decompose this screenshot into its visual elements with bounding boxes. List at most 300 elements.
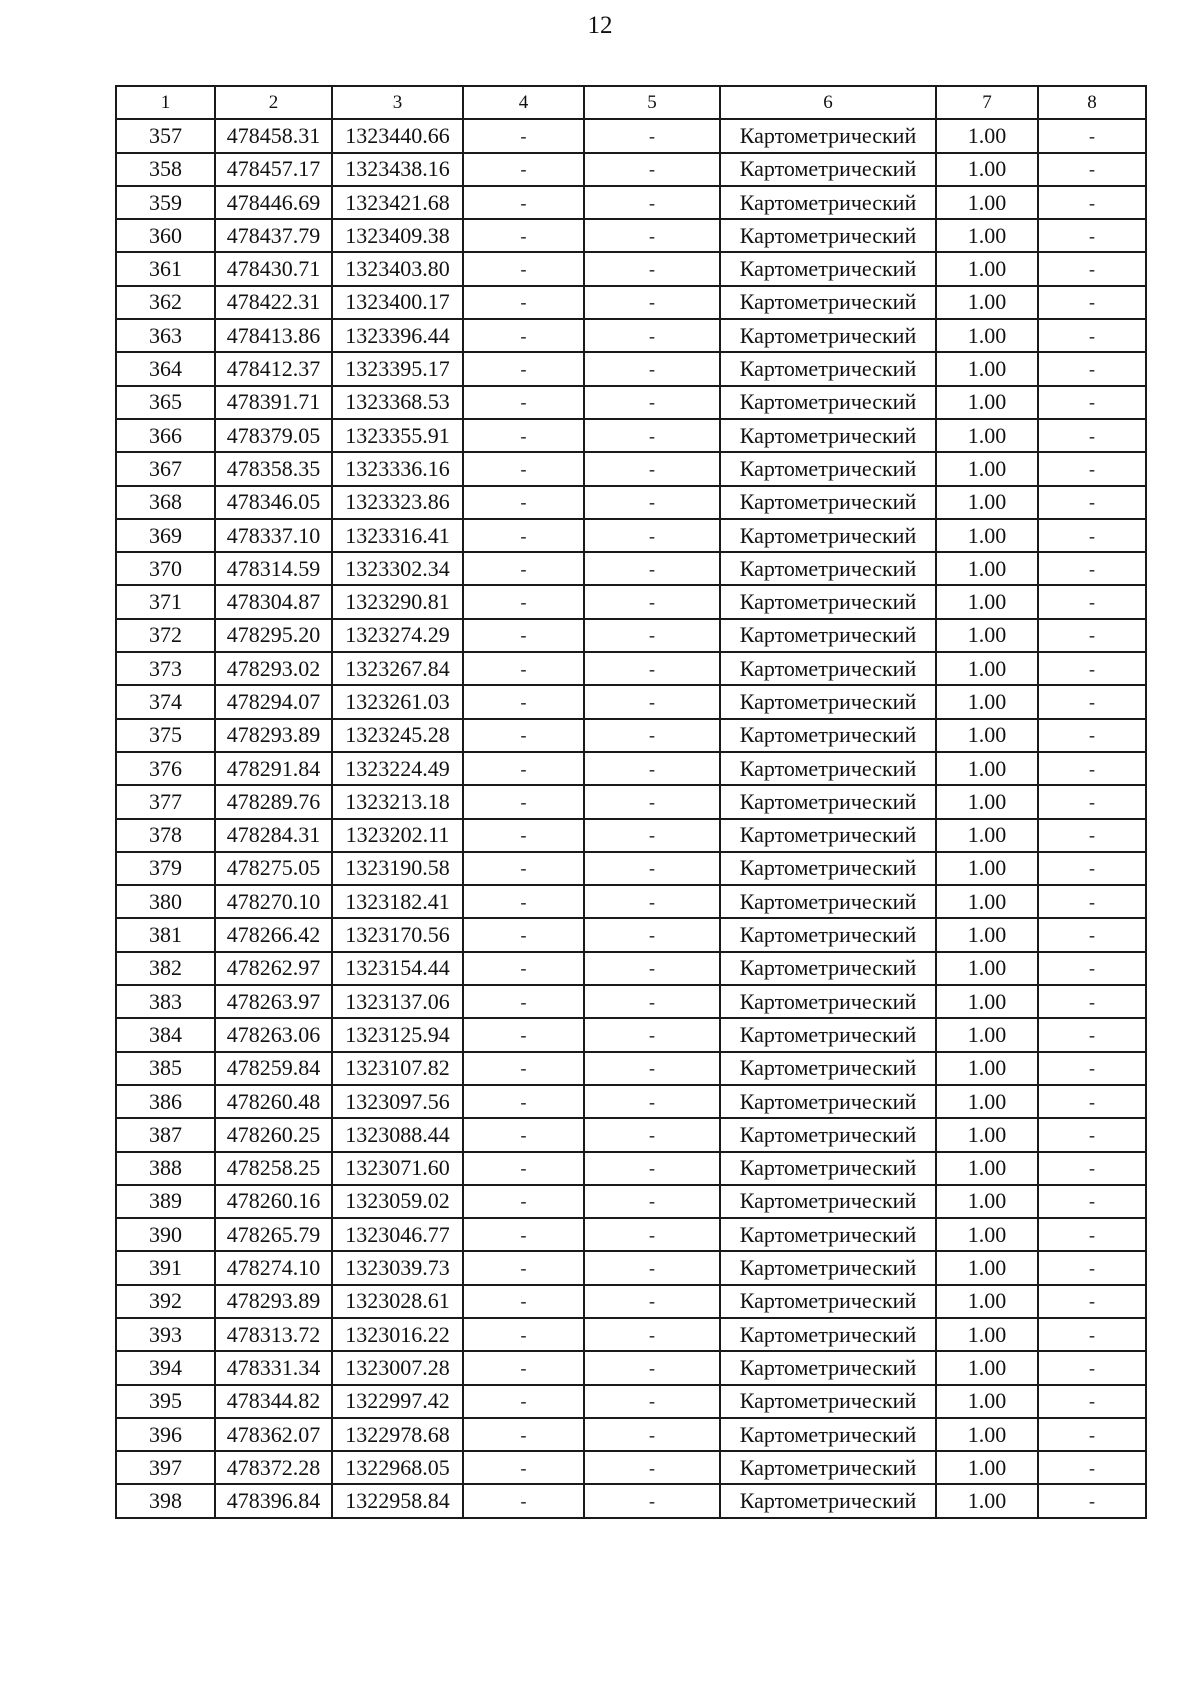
col5-value-cell: -: [584, 1285, 720, 1318]
col4-value-cell: -: [463, 1052, 584, 1085]
col5-value-cell: -: [584, 219, 720, 252]
col4-value-cell: -: [463, 119, 584, 152]
y-coordinate-cell: 1323190.58: [332, 852, 463, 885]
column-header: 1: [116, 86, 215, 119]
point-number-cell: 382: [116, 952, 215, 985]
y-coordinate-cell: 1323316.41: [332, 519, 463, 552]
col8-value-cell: -: [1038, 1351, 1146, 1384]
table-row: [116, 952, 1146, 985]
table-row: [116, 719, 1146, 752]
col5-value-cell: -: [584, 1052, 720, 1085]
method-cell: Картометрический: [720, 885, 936, 918]
col8-value-cell: -: [1038, 785, 1146, 818]
y-coordinate-cell: 1323097.56: [332, 1085, 463, 1118]
col8-value-cell: -: [1038, 419, 1146, 452]
accuracy-cell: 1.00: [936, 1018, 1038, 1051]
point-number-cell: 375: [116, 719, 215, 752]
method-cell: Картометрический: [720, 153, 936, 186]
point-number-cell: 398: [116, 1484, 215, 1517]
y-coordinate-cell: 1323224.49: [332, 752, 463, 785]
x-coordinate-cell: 478291.84: [215, 752, 332, 785]
header-row: [116, 86, 1146, 119]
col4-value-cell: -: [463, 985, 584, 1018]
x-coordinate-cell: 478337.10: [215, 519, 332, 552]
point-number-cell: 371: [116, 585, 215, 618]
accuracy-cell: 1.00: [936, 386, 1038, 419]
col4-value-cell: -: [463, 1185, 584, 1218]
y-coordinate-cell: 1323274.29: [332, 619, 463, 652]
point-number-cell: 363: [116, 319, 215, 352]
x-coordinate-cell: 478258.25: [215, 1152, 332, 1185]
x-coordinate-cell: 478458.31: [215, 119, 332, 152]
col5-value-cell: -: [584, 419, 720, 452]
y-coordinate-cell: 1323039.73: [332, 1251, 463, 1284]
x-coordinate-cell: 478413.86: [215, 319, 332, 352]
table-row: [116, 1185, 1146, 1218]
col8-value-cell: -: [1038, 652, 1146, 685]
col4-value-cell: -: [463, 685, 584, 718]
method-cell: Картометрический: [720, 752, 936, 785]
accuracy-cell: 1.00: [936, 1052, 1038, 1085]
col4-value-cell: -: [463, 652, 584, 685]
table-row: [116, 552, 1146, 585]
x-coordinate-cell: 478304.87: [215, 585, 332, 618]
accuracy-cell: 1.00: [936, 1351, 1038, 1384]
method-cell: Картометрический: [720, 1218, 936, 1251]
col4-value-cell: -: [463, 552, 584, 585]
col4-value-cell: -: [463, 585, 584, 618]
table-row: [116, 452, 1146, 485]
y-coordinate-cell: 1323302.34: [332, 552, 463, 585]
table-row: [116, 985, 1146, 1018]
method-cell: Картометрический: [720, 1418, 936, 1451]
accuracy-cell: 1.00: [936, 585, 1038, 618]
accuracy-cell: 1.00: [936, 852, 1038, 885]
col8-value-cell: -: [1038, 752, 1146, 785]
y-coordinate-cell: 1323182.41: [332, 885, 463, 918]
col8-value-cell: -: [1038, 585, 1146, 618]
x-coordinate-cell: 478260.48: [215, 1085, 332, 1118]
point-number-cell: 370: [116, 552, 215, 585]
col8-value-cell: -: [1038, 1418, 1146, 1451]
col4-value-cell: -: [463, 1218, 584, 1251]
y-coordinate-cell: 1323107.82: [332, 1052, 463, 1085]
accuracy-cell: 1.00: [936, 286, 1038, 319]
y-coordinate-cell: 1323395.17: [332, 352, 463, 385]
method-cell: Картометрический: [720, 1251, 936, 1284]
y-coordinate-cell: 1323059.02: [332, 1185, 463, 1218]
method-cell: Картометрический: [720, 219, 936, 252]
col5-value-cell: -: [584, 752, 720, 785]
accuracy-cell: 1.00: [936, 1451, 1038, 1484]
accuracy-cell: 1.00: [936, 1152, 1038, 1185]
table-row: [116, 685, 1146, 718]
accuracy-cell: 1.00: [936, 486, 1038, 519]
point-number-cell: 364: [116, 352, 215, 385]
accuracy-cell: 1.00: [936, 885, 1038, 918]
col4-value-cell: -: [463, 1318, 584, 1351]
accuracy-cell: 1.00: [936, 985, 1038, 1018]
point-number-cell: 380: [116, 885, 215, 918]
y-coordinate-cell: 1323170.56: [332, 918, 463, 951]
col8-value-cell: -: [1038, 1152, 1146, 1185]
method-cell: Картометрический: [720, 319, 936, 352]
point-number-cell: 361: [116, 252, 215, 285]
table-row: [116, 852, 1146, 885]
point-number-cell: 360: [116, 219, 215, 252]
col5-value-cell: -: [584, 486, 720, 519]
x-coordinate-cell: 478437.79: [215, 219, 332, 252]
table-row: [116, 1385, 1146, 1418]
x-coordinate-cell: 478372.28: [215, 1451, 332, 1484]
x-coordinate-cell: 478412.37: [215, 352, 332, 385]
x-coordinate-cell: 478362.07: [215, 1418, 332, 1451]
y-coordinate-cell: 1323323.86: [332, 486, 463, 519]
y-coordinate-cell: 1323409.38: [332, 219, 463, 252]
accuracy-cell: 1.00: [936, 785, 1038, 818]
col5-value-cell: -: [584, 852, 720, 885]
accuracy-cell: 1.00: [936, 619, 1038, 652]
method-cell: Картометрический: [720, 952, 936, 985]
table-row: [116, 752, 1146, 785]
point-number-cell: 392: [116, 1285, 215, 1318]
method-cell: Картометрический: [720, 1451, 936, 1484]
accuracy-cell: 1.00: [936, 1484, 1038, 1517]
method-cell: Картометрический: [720, 486, 936, 519]
point-number-cell: 366: [116, 419, 215, 452]
col5-value-cell: -: [584, 252, 720, 285]
point-number-cell: 359: [116, 186, 215, 219]
table-row: [116, 153, 1146, 186]
point-number-cell: 372: [116, 619, 215, 652]
point-number-cell: 373: [116, 652, 215, 685]
x-coordinate-cell: 478266.42: [215, 918, 332, 951]
y-coordinate-cell: 1323336.16: [332, 452, 463, 485]
col4-value-cell: -: [463, 1085, 584, 1118]
col5-value-cell: -: [584, 153, 720, 186]
table-row: [116, 1251, 1146, 1284]
accuracy-cell: 1.00: [936, 1118, 1038, 1151]
accuracy-cell: 1.00: [936, 752, 1038, 785]
x-coordinate-cell: 478422.31: [215, 286, 332, 319]
table-row: [116, 486, 1146, 519]
method-cell: Картометрический: [720, 1385, 936, 1418]
col5-value-cell: -: [584, 1185, 720, 1218]
col5-value-cell: -: [584, 352, 720, 385]
x-coordinate-cell: 478289.76: [215, 785, 332, 818]
col8-value-cell: -: [1038, 952, 1146, 985]
method-cell: Картометрический: [720, 386, 936, 419]
y-coordinate-cell: 1323028.61: [332, 1285, 463, 1318]
col8-value-cell: -: [1038, 1318, 1146, 1351]
point-number-cell: 357: [116, 119, 215, 152]
point-number-cell: 386: [116, 1085, 215, 1118]
y-coordinate-cell: 1322978.68: [332, 1418, 463, 1451]
col8-value-cell: -: [1038, 685, 1146, 718]
y-coordinate-cell: 1323071.60: [332, 1152, 463, 1185]
accuracy-cell: 1.00: [936, 685, 1038, 718]
col8-value-cell: -: [1038, 1451, 1146, 1484]
col5-value-cell: -: [584, 186, 720, 219]
method-cell: Картометрический: [720, 519, 936, 552]
col4-value-cell: -: [463, 252, 584, 285]
col8-value-cell: -: [1038, 452, 1146, 485]
x-coordinate-cell: 478263.97: [215, 985, 332, 1018]
col8-value-cell: -: [1038, 1085, 1146, 1118]
method-cell: Картометрический: [720, 585, 936, 618]
accuracy-cell: 1.00: [936, 153, 1038, 186]
column-header: 2: [215, 86, 332, 119]
column-header: 7: [936, 86, 1038, 119]
col4-value-cell: -: [463, 719, 584, 752]
accuracy-cell: 1.00: [936, 552, 1038, 585]
method-cell: Картометрический: [720, 1285, 936, 1318]
col4-value-cell: -: [463, 1118, 584, 1151]
method-cell: Картометрический: [720, 652, 936, 685]
method-cell: Картометрический: [720, 119, 936, 152]
x-coordinate-cell: 478275.05: [215, 852, 332, 885]
accuracy-cell: 1.00: [936, 1085, 1038, 1118]
col8-value-cell: -: [1038, 386, 1146, 419]
x-coordinate-cell: 478346.05: [215, 486, 332, 519]
y-coordinate-cell: 1323438.16: [332, 153, 463, 186]
y-coordinate-cell: 1323368.53: [332, 386, 463, 419]
point-number-cell: 385: [116, 1052, 215, 1085]
column-header: 8: [1038, 86, 1146, 119]
point-number-cell: 358: [116, 153, 215, 186]
col8-value-cell: -: [1038, 1385, 1146, 1418]
x-coordinate-cell: 478260.25: [215, 1118, 332, 1151]
accuracy-cell: 1.00: [936, 1251, 1038, 1284]
table-row: [116, 1351, 1146, 1384]
table-row: [116, 352, 1146, 385]
method-cell: Картометрический: [720, 1118, 936, 1151]
x-coordinate-cell: 478358.35: [215, 452, 332, 485]
accuracy-cell: 1.00: [936, 452, 1038, 485]
col8-value-cell: -: [1038, 552, 1146, 585]
table-row: [116, 585, 1146, 618]
col4-value-cell: -: [463, 952, 584, 985]
col4-value-cell: -: [463, 619, 584, 652]
method-cell: Картометрический: [720, 985, 936, 1018]
col8-value-cell: -: [1038, 319, 1146, 352]
y-coordinate-cell: 1323290.81: [332, 585, 463, 618]
table-row: [116, 1152, 1146, 1185]
accuracy-cell: 1.00: [936, 119, 1038, 152]
x-coordinate-cell: 478293.02: [215, 652, 332, 685]
x-coordinate-cell: 478396.84: [215, 1484, 332, 1517]
col5-value-cell: -: [584, 1351, 720, 1384]
table-row: [116, 785, 1146, 818]
column-header: 6: [720, 86, 936, 119]
col5-value-cell: -: [584, 1218, 720, 1251]
table-row: [116, 252, 1146, 285]
col8-value-cell: -: [1038, 1484, 1146, 1517]
point-number-cell: 376: [116, 752, 215, 785]
col8-value-cell: -: [1038, 1285, 1146, 1318]
col8-value-cell: -: [1038, 918, 1146, 951]
col5-value-cell: -: [584, 819, 720, 852]
col5-value-cell: -: [584, 319, 720, 352]
col5-value-cell: -: [584, 685, 720, 718]
method-cell: Картометрический: [720, 719, 936, 752]
col5-value-cell: -: [584, 619, 720, 652]
table-row: [116, 419, 1146, 452]
col5-value-cell: -: [584, 519, 720, 552]
accuracy-cell: 1.00: [936, 352, 1038, 385]
accuracy-cell: 1.00: [936, 186, 1038, 219]
table-row: [116, 319, 1146, 352]
col4-value-cell: -: [463, 519, 584, 552]
point-number-cell: 374: [116, 685, 215, 718]
col5-value-cell: -: [584, 1251, 720, 1284]
table-row: [116, 1018, 1146, 1051]
method-cell: Картометрический: [720, 685, 936, 718]
point-number-cell: 362: [116, 286, 215, 319]
col4-value-cell: -: [463, 1451, 584, 1484]
col8-value-cell: -: [1038, 153, 1146, 186]
method-cell: Картометрический: [720, 1052, 936, 1085]
method-cell: Картометрический: [720, 1185, 936, 1218]
point-number-cell: 368: [116, 486, 215, 519]
col8-value-cell: -: [1038, 519, 1146, 552]
x-coordinate-cell: 478446.69: [215, 186, 332, 219]
table-row: [116, 1451, 1146, 1484]
x-coordinate-cell: 478294.07: [215, 685, 332, 718]
accuracy-cell: 1.00: [936, 1185, 1038, 1218]
point-number-cell: 383: [116, 985, 215, 1018]
col4-value-cell: -: [463, 785, 584, 818]
table-row: [116, 1318, 1146, 1351]
col4-value-cell: -: [463, 1484, 584, 1517]
col8-value-cell: -: [1038, 219, 1146, 252]
point-number-cell: 396: [116, 1418, 215, 1451]
col4-value-cell: -: [463, 1351, 584, 1384]
column-header: 4: [463, 86, 584, 119]
col8-value-cell: -: [1038, 1052, 1146, 1085]
col8-value-cell: -: [1038, 1118, 1146, 1151]
table-row: [116, 186, 1146, 219]
col5-value-cell: -: [584, 918, 720, 951]
point-number-cell: 387: [116, 1118, 215, 1151]
method-cell: Картометрический: [720, 1351, 936, 1384]
point-number-cell: 397: [116, 1451, 215, 1484]
point-number-cell: 369: [116, 519, 215, 552]
accuracy-cell: 1.00: [936, 652, 1038, 685]
accuracy-cell: 1.00: [936, 319, 1038, 352]
col5-value-cell: -: [584, 885, 720, 918]
y-coordinate-cell: 1323440.66: [332, 119, 463, 152]
accuracy-cell: 1.00: [936, 1418, 1038, 1451]
col5-value-cell: -: [584, 952, 720, 985]
point-number-cell: 384: [116, 1018, 215, 1051]
method-cell: Картометрический: [720, 1318, 936, 1351]
col5-value-cell: -: [584, 1118, 720, 1151]
page-number: 12: [587, 12, 613, 39]
y-coordinate-cell: 1323007.28: [332, 1351, 463, 1384]
table-row: [116, 1418, 1146, 1451]
col4-value-cell: -: [463, 286, 584, 319]
point-number-cell: 379: [116, 852, 215, 885]
y-coordinate-cell: 1323355.91: [332, 419, 463, 452]
point-number-cell: 390: [116, 1218, 215, 1251]
x-coordinate-cell: 478270.10: [215, 885, 332, 918]
col5-value-cell: -: [584, 386, 720, 419]
col8-value-cell: -: [1038, 1018, 1146, 1051]
table-body: [116, 119, 1146, 1517]
y-coordinate-cell: 1323421.68: [332, 186, 463, 219]
col5-value-cell: -: [584, 1085, 720, 1118]
table-row: [116, 1218, 1146, 1251]
col4-value-cell: -: [463, 319, 584, 352]
y-coordinate-cell: 1323125.94: [332, 1018, 463, 1051]
y-coordinate-cell: 1323267.84: [332, 652, 463, 685]
x-coordinate-cell: 478259.84: [215, 1052, 332, 1085]
col4-value-cell: -: [463, 852, 584, 885]
col4-value-cell: -: [463, 1251, 584, 1284]
col5-value-cell: -: [584, 785, 720, 818]
point-number-cell: 367: [116, 452, 215, 485]
col4-value-cell: -: [463, 352, 584, 385]
table-row: [116, 1484, 1146, 1517]
accuracy-cell: 1.00: [936, 419, 1038, 452]
col5-value-cell: -: [584, 286, 720, 319]
col5-value-cell: -: [584, 1385, 720, 1418]
x-coordinate-cell: 478314.59: [215, 552, 332, 585]
accuracy-cell: 1.00: [936, 519, 1038, 552]
method-cell: Картометрический: [720, 1018, 936, 1051]
col4-value-cell: -: [463, 452, 584, 485]
x-coordinate-cell: 478313.72: [215, 1318, 332, 1351]
col4-value-cell: -: [463, 419, 584, 452]
table-row: [116, 619, 1146, 652]
accuracy-cell: 1.00: [936, 219, 1038, 252]
x-coordinate-cell: 478265.79: [215, 1218, 332, 1251]
col4-value-cell: -: [463, 219, 584, 252]
x-coordinate-cell: 478284.31: [215, 819, 332, 852]
col4-value-cell: -: [463, 1152, 584, 1185]
col5-value-cell: -: [584, 1318, 720, 1351]
point-number-cell: 395: [116, 1385, 215, 1418]
table-row: [116, 652, 1146, 685]
method-cell: Картометрический: [720, 852, 936, 885]
x-coordinate-cell: 478430.71: [215, 252, 332, 285]
x-coordinate-cell: 478262.97: [215, 952, 332, 985]
point-number-cell: 393: [116, 1318, 215, 1351]
point-number-cell: 391: [116, 1251, 215, 1284]
y-coordinate-cell: 1323202.11: [332, 819, 463, 852]
col8-value-cell: -: [1038, 352, 1146, 385]
method-cell: Картометрический: [720, 1085, 936, 1118]
table-row: [116, 1085, 1146, 1118]
y-coordinate-cell: 1323400.17: [332, 286, 463, 319]
method-cell: Картометрический: [720, 419, 936, 452]
x-coordinate-cell: 478293.89: [215, 1285, 332, 1318]
accuracy-cell: 1.00: [936, 1385, 1038, 1418]
table-row: [116, 1285, 1146, 1318]
accuracy-cell: 1.00: [936, 252, 1038, 285]
method-cell: Картометрический: [720, 1152, 936, 1185]
col5-value-cell: -: [584, 1152, 720, 1185]
x-coordinate-cell: 478263.06: [215, 1018, 332, 1051]
col5-value-cell: -: [584, 1018, 720, 1051]
x-coordinate-cell: 478293.89: [215, 719, 332, 752]
method-cell: Картометрический: [720, 552, 936, 585]
coordinates-table: [115, 85, 1147, 1519]
table-row: [116, 1052, 1146, 1085]
accuracy-cell: 1.00: [936, 1318, 1038, 1351]
column-header: 3: [332, 86, 463, 119]
